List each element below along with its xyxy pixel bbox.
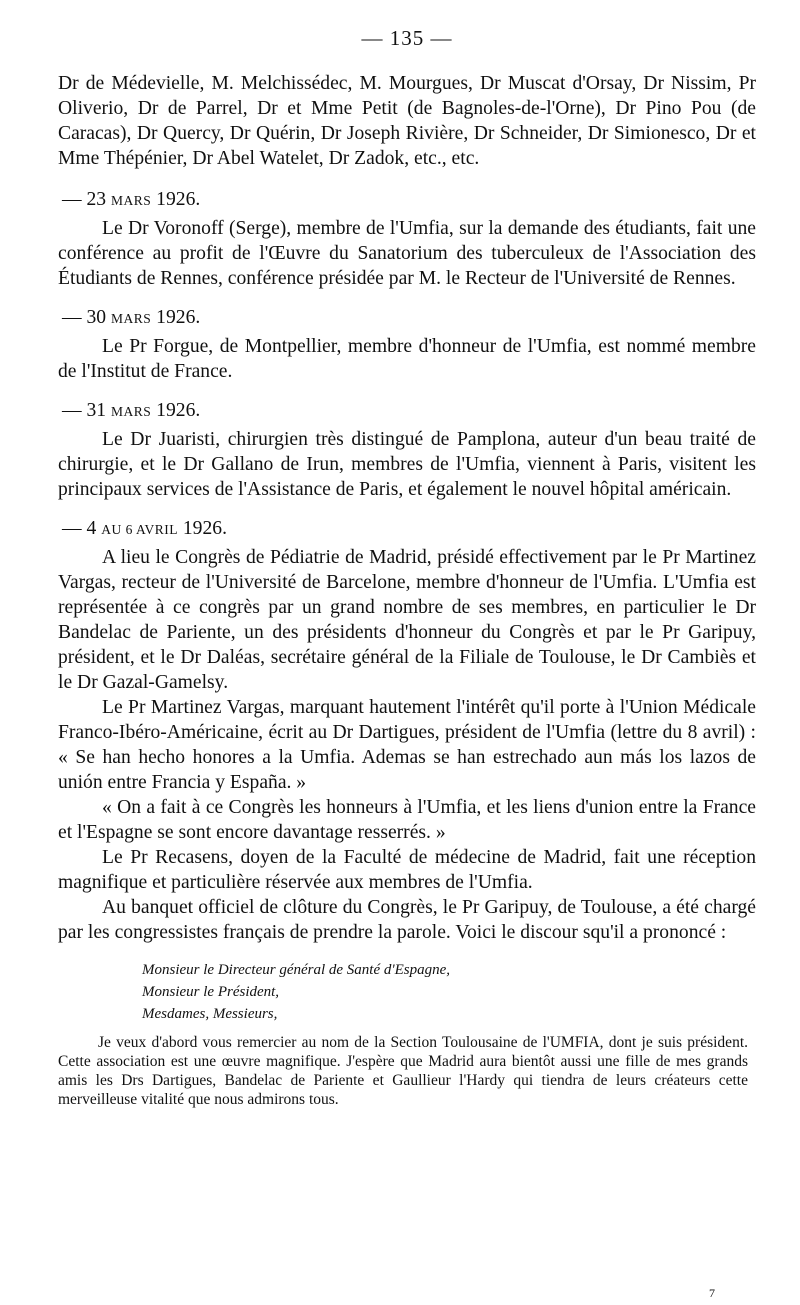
- speech-salutation: [142, 959, 756, 1025]
- date-year: 1926.: [156, 400, 201, 421]
- entry-paragraph: Le Dr Juaristi, chirurgien très distingué de Pamplona, auteur d'un beau traité de chirurgie, et le Dr Gallano de Irun, membres de l'Umfia, viennent à Paris, visitent les principaux services de l'Assistance de Paris, et également le nouvel hôpital américain.: [58, 429, 756, 500]
- entry-paragraph: A lieu le Congrès de Pédiatrie de Madrid, présidé effectivement par le Pr Martinez Vargas, recteur de l'Université de Barcelone, membre d'honneur de l'Umfia. L'Umfia est représentée à ce congrès par un grand nombre de ses membres, en particulier le Dr Bandelac de Pariente, un des présidents d'honneur du Congrès et par le Pr Garipuy, président, et le Dr Daléas, secrétaire général de la Filiale de Toulouse, le Dr Cambiès et le Dr Gazal-Gamelsy.: [58, 547, 756, 693]
- entry-date: [58, 398, 756, 424]
- date-year: 1926.: [156, 307, 201, 328]
- entry-date: [58, 305, 756, 331]
- date-year: 1926.: [156, 189, 201, 210]
- entry-31-mars: [58, 398, 756, 502]
- entry-paragraph: Le Pr Recasens, doyen de la Faculté de médecine de Madrid, fait une réception magnifique et particulière réservée aux membres de l'Umfia.: [58, 847, 756, 893]
- entry-paragraph: Au banquet officiel de clôture du Congrès, le Pr Garipuy, de Toulouse, a été chargé par les congressistes français de prendre la parole. Voici le discour squ'il a prononcé :: [58, 897, 756, 943]
- date-prefix: — 4: [62, 518, 97, 539]
- date-month: MARS: [111, 311, 152, 326]
- entry-30-mars: [58, 305, 756, 384]
- date-year: 1926.: [182, 518, 227, 539]
- salutation-line: Monsieur le Président,: [142, 984, 280, 1000]
- speech-paragraph: Je veux d'abord vous remercier au nom de la Section Toulousaine de l'UMFIA, dont je suis président. Cette association est une œuvre magnifique. J'espère que Madrid aura bientôt aussi une fille de mes grands amis les Drs Dartigues, Bandelac de Pariente et Gaullieur l'Hardy qui tiendra de leurs créateurs cette merveilleuse vitalité que nous admirons tous.: [58, 1034, 748, 1108]
- date-prefix: — 23: [62, 189, 107, 210]
- date-month: MARS: [111, 404, 152, 419]
- entry-paragraph: Le Dr Voronoff (Serge), membre de l'Umfia, sur la demande des étudiants, fait une conférence au profit de l'Œuvre du Sanatorium des tuberculeux de l'Association des Étudiants de Rennes, conférence présidée par M. le Recteur de l'Université de Rennes.: [58, 218, 756, 289]
- entry-4-au-6-avril: [58, 516, 756, 945]
- salutation-line: Monsieur le Directeur général de Santé d'Espagne,: [142, 962, 450, 978]
- date-month: MARS: [111, 193, 152, 208]
- entry-paragraph: Le Pr Forgue, de Montpellier, membre d'honneur de l'Umfia, est nommé membre de l'Institut de France.: [58, 336, 756, 382]
- date-month: AU 6 AVRIL: [101, 522, 178, 537]
- salutation-line: Mesdames, Messieurs,: [142, 1006, 278, 1022]
- page-number: — 135 —: [361, 26, 453, 50]
- entry-paragraph-quote: « On a fait à ce Congrès les honneurs à l'Umfia, et les liens d'union entre la France et l'Espagne se sont encore davantage resserrés. »: [58, 797, 756, 843]
- intro-paragraph: Dr de Médevielle, M. Melchissédec, M. Mourgues, Dr Muscat d'Orsay, Dr Nissim, Pr Oliverio, Dr de Parrel, Dr et Mme Petit (de Bagnoles-de-l'Orne), Dr Pino Pou (de Caracas), Dr Quercy, Dr Quérin, Dr Joseph Rivière, Dr Schneider, Dr Simionesco, Dr et Mme Thépénier, Dr Abel Watelet, Dr Zadok, etc., etc.: [58, 73, 756, 169]
- entry-23-mars: [58, 187, 756, 291]
- signature-mark: 7: [709, 1286, 715, 1300]
- entry-date: [58, 516, 756, 542]
- date-prefix: — 30: [62, 307, 107, 328]
- entry-date: [58, 187, 756, 213]
- date-prefix: — 31: [62, 400, 107, 421]
- entry-paragraph: Le Pr Martinez Vargas, marquant hautement l'intérêt qu'il porte à l'Union Médicale Franco-Ibéro-Américaine, écrit au Dr Dartigues, président de l'Umfia (lettre du 8 avril) : « Se han hecho honores a la Umfia. Ademas se han estrechado aun más los lazos de unión entre Francia y España. »: [58, 697, 756, 793]
